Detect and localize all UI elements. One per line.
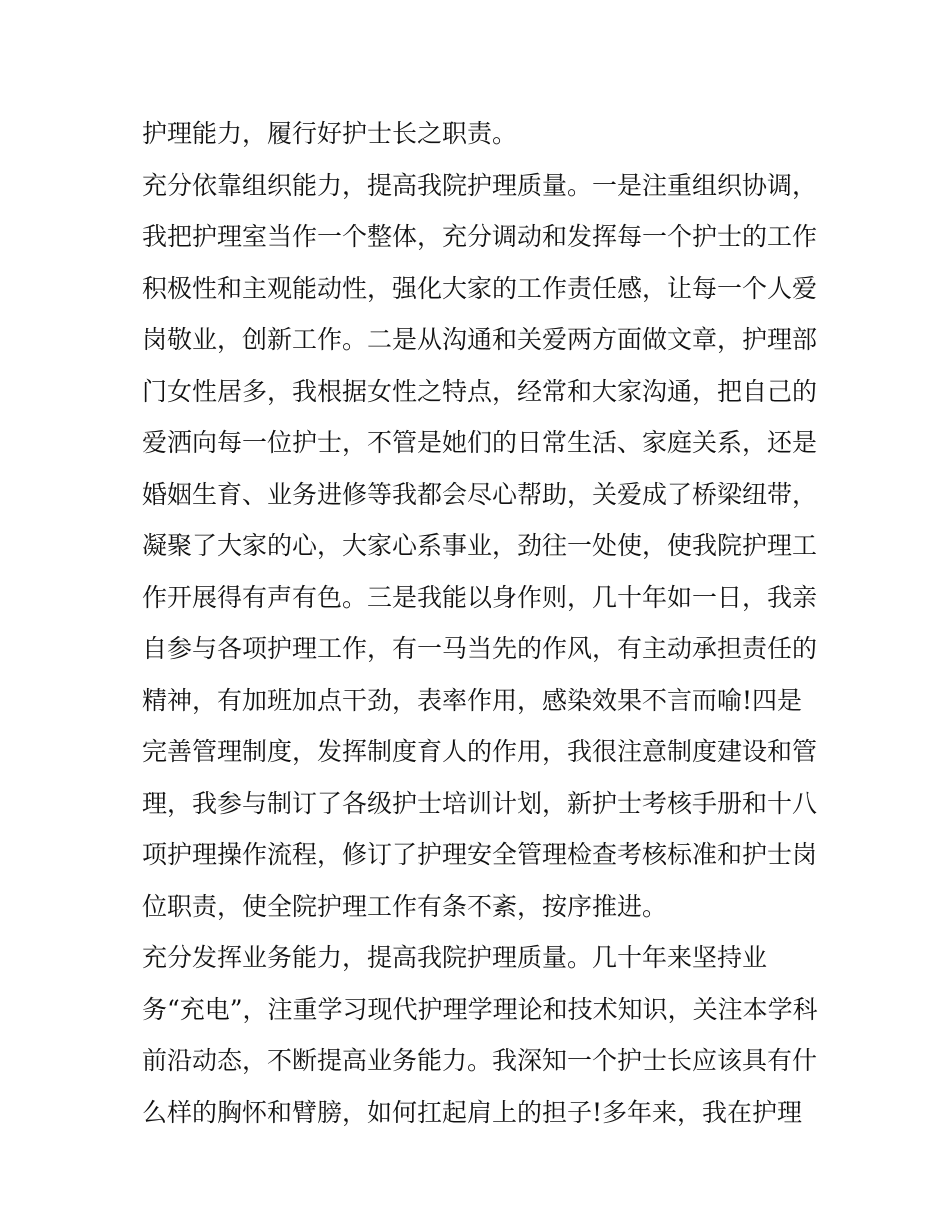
text-line: 护理能力，履行好护士长之职责。 [142, 119, 518, 148]
text-line: 务“充电”，注重学习现代护理学理论和技术知识，关注本学科 [142, 994, 818, 1024]
text-line: 积极性和主观能动性，强化大家的工作责任感，让每一个人爱 [142, 273, 818, 303]
text-line: 完善管理制度，发挥制度育人的作用，我很注意制度建设和管 [142, 737, 818, 766]
text-line: 么样的胸怀和臂膀，如何扛起肩上的担子!多年来，我在护理 [142, 1097, 803, 1127]
text-line: 理，我参与制订了各级护士培训计划，新护士考核手册和十八 [142, 788, 818, 818]
text-line: 项护理操作流程，修订了护理安全管理检查考核标准和护士岗 [142, 840, 818, 869]
text-line: 岗敬业，创新工作。二是从沟通和关爱两方面做文章，护理部 [142, 325, 818, 354]
text-line: 自参与各项护理工作，有一马当先的作风，有主动承担责任的 [142, 634, 818, 663]
text-line: 门女性居多，我根据女性之特点，经常和大家沟通，把自己的 [142, 376, 818, 406]
text-line: 我把护理室当作一个整体，充分调动和发挥每一个护士的工作 [142, 222, 818, 251]
text-line: 充分依靠组织能力，提高我院护理质量。一是注重组织协调， [142, 170, 818, 200]
text-line: 婚姻生育、业务进修等我都会尽心帮助，关爱成了桥梁纽带， [142, 479, 818, 509]
text-line: 爱洒向每一位护士，不管是她们的日常生活、家庭关系，还是 [142, 428, 818, 457]
text-line: 精神，有加班加点干劲，表率作用，感染效果不言而喻!四是 [142, 685, 803, 715]
text-line: 凝聚了大家的心，大家心系事业，劲往一处使，使我院护理工 [142, 531, 818, 560]
text-line: 位职责，使全院护理工作有条不紊，按序推进。 [142, 891, 668, 921]
text-line: 充分发挥业务能力，提高我院护理质量。几十年来坚持业 [142, 943, 768, 972]
text-line: 作开展得有声有色。三是我能以身作则，几十年如一日，我亲 [142, 582, 818, 612]
text-line: 前沿动态，不断提高业务能力。我深知一个护士长应该具有什 [142, 1046, 818, 1075]
body-text [142, 108, 822, 1138]
